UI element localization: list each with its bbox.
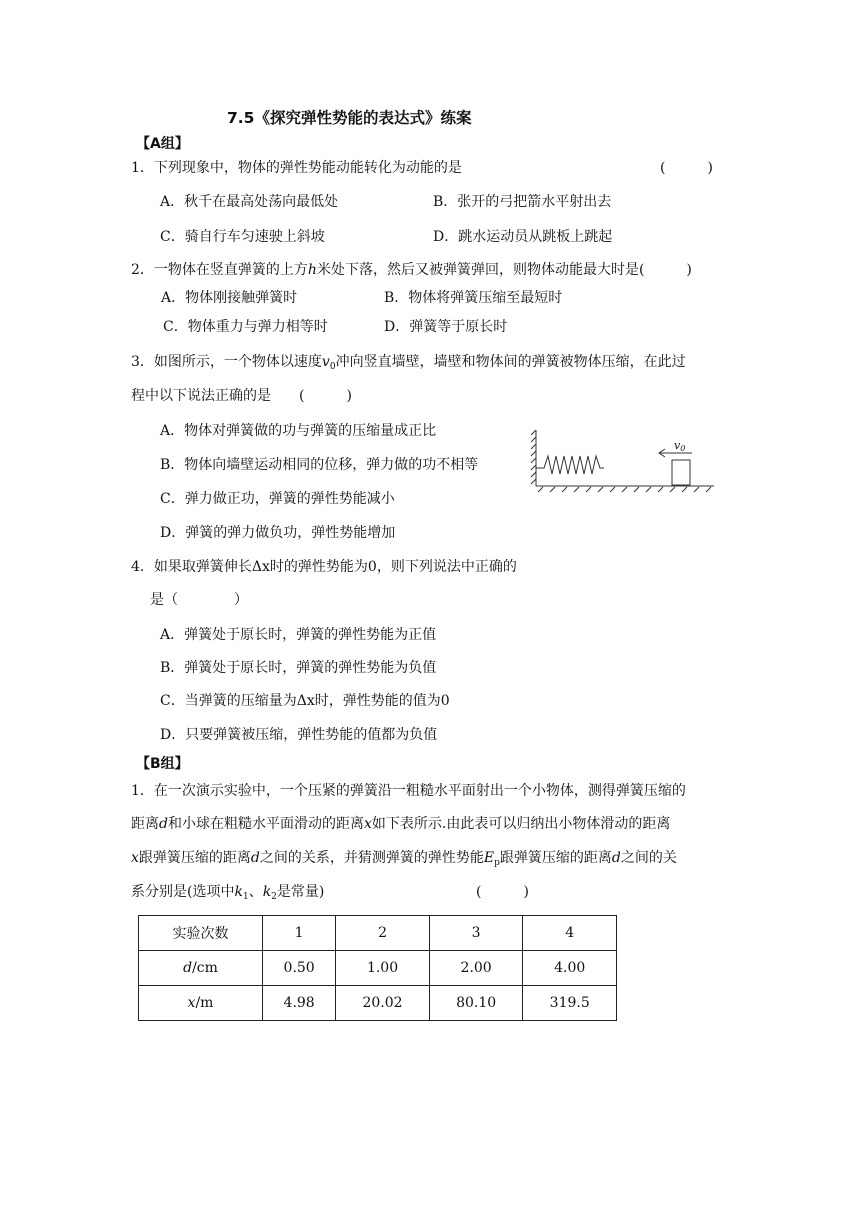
experiment-table (138, 915, 617, 1021)
question-a4-line2: 是（ ） (150, 592, 248, 608)
question-a4-line1: 4．如果取弹簧伸长Δx时的弹性势能为0，则下列说法中正确的 (131, 559, 517, 575)
page-title: 7.5《探究弹性势能的表达式》练案 (227, 109, 472, 127)
question-a3-option-d: D．弹簧的弹力做负功，弹性势能增加 (160, 525, 396, 541)
spring-coil (536, 456, 604, 474)
question-a3-line2: 程中以下说法正确的是 ( ) (131, 388, 352, 404)
table-header-cell: 1 (263, 916, 336, 951)
group-a-heading: 【A组】 (136, 136, 189, 152)
question-b1-line1: 1．在一次演示实验中，一个压紧的弹簧沿一粗糙水平面射出一个小物体，测得弹簧压缩的 (131, 783, 686, 799)
question-a3-option-c: C．弹力做正功，弹簧的弹性势能减小 (160, 491, 395, 507)
question-a2-option-a: A．物体刚接触弹簧时 (161, 290, 298, 306)
table-row (139, 951, 617, 986)
question-a1-option-c: C．骑自行车匀速驶上斜坡 (160, 229, 325, 245)
question-a1-option-d: D．跳水运动员从跳板上跳起 (433, 229, 613, 245)
question-a1-option-a: A．秋千在最高处荡向最低处 (160, 194, 339, 210)
question-b1-line2: 距离d和小球在粗糙水平面滑动的距离x如下表所示.由此表可以归纳出小物体滑动的距离 (131, 816, 671, 832)
question-a1-stem: 1．下列现象中，物体的弹性势能动能转化为动能的是 (131, 160, 462, 176)
table-cell: 319.5 (523, 986, 617, 1021)
question-a4-option-d: D．只要弹簧被压缩，弹性势能的值都为负值 (160, 727, 438, 743)
table-header-cell: 4 (523, 916, 617, 951)
question-a2-option-b: B．物体将弹簧压缩至最短时 (384, 290, 563, 306)
table-cell: 2.00 (429, 951, 523, 986)
table-header-cell: 实验次数 (139, 916, 263, 951)
question-a4-option-a: A．弹簧处于原长时，弹簧的弹性势能为正值 (160, 627, 437, 643)
table-header-cell: 2 (336, 916, 430, 951)
table-header-row (139, 916, 617, 951)
question-a4-option-b: B．弹簧处于原长时，弹簧的弹性势能为负值 (160, 660, 437, 676)
question-a3-line1: 3．如图所示，一个物体以速度$v_0$冲向竖直墙壁，墙壁和物体间的弹簧被物体压缩，在此过 (131, 354, 686, 372)
question-a3-option-b: B．物体向墙壁运动相同的位移，弹力做的功不相等 (160, 457, 479, 473)
table-cell: 80.10 (429, 986, 523, 1021)
spring-wall-figure (528, 426, 718, 496)
question-b1-line4: 系分别是(选项中$k_1$、$k_2$是常量) (131, 884, 325, 902)
table-cell: 1.00 (336, 951, 430, 986)
table-cell: 4.00 (523, 951, 617, 986)
row-label-x: x/m (139, 986, 263, 1021)
velocity-label: v0 (674, 439, 686, 453)
table-header-cell: 3 (429, 916, 523, 951)
question-a2-option-c: C．物体重力与弹力相等时 (163, 319, 328, 335)
group-b-heading: 【B组】 (136, 756, 189, 772)
table-row (139, 986, 617, 1021)
question-a1-option-b: B．张开的弓把箭水平射出去 (433, 194, 612, 210)
question-a4-option-c: C．当弹簧的压缩量为Δx时，弹性势能的值为0 (160, 693, 450, 709)
question-a1-answer-blank: ( ) (660, 160, 713, 176)
question-a3-option-a: A．物体对弹簧做的功与弹簧的压缩量成正比 (160, 423, 437, 439)
row-label-d: d/cm (139, 951, 263, 986)
table-cell: 20.02 (336, 986, 430, 1021)
table-cell: 0.50 (263, 951, 336, 986)
question-b1-answer-blank: ( ) (476, 884, 529, 900)
question-b1-line3: x跟弹簧压缩的距离d之间的关系，并猜测弹簧的弹性势能$E_p$跟弹簧压缩的距离d之间的关 (131, 850, 677, 868)
table-cell: 4.98 (263, 986, 336, 1021)
question-a2-stem: 2．一物体在竖直弹簧的上方h米处下落，然后又被弹簧弹回，则物体动能最大时是( ) (131, 262, 692, 278)
block (672, 460, 690, 485)
question-a2-option-d: D．弹簧等于原长时 (384, 319, 508, 335)
var-h: h (307, 262, 317, 278)
